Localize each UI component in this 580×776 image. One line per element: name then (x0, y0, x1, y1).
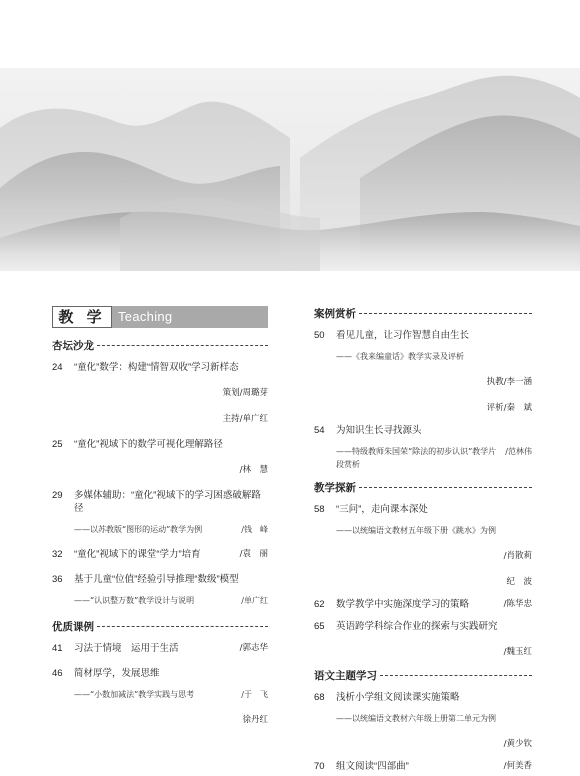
article-author: 纪 波 (506, 577, 532, 587)
page-number: 32 (52, 549, 63, 560)
toc-entry-row (314, 424, 532, 437)
toc-entry-row (314, 620, 532, 633)
article-author: /袁 丽 (239, 549, 268, 559)
page-number: 62 (314, 599, 325, 610)
column-tag-cn: 教 学 (52, 306, 112, 328)
article-title[interactable]: 看见儿童，让习作智慧自由生长 (336, 330, 470, 341)
section-title: 案例赏析 (314, 308, 356, 320)
section-title: 语文主题学习 (314, 670, 377, 682)
page-number: 29 (52, 490, 63, 501)
toc-entry-row (314, 598, 532, 611)
page-number: 54 (314, 425, 325, 436)
article-author: 执教/李一涵 (486, 377, 532, 387)
mountain-landscape-image (0, 68, 580, 271)
toc-entry[interactable] (52, 642, 268, 655)
article-subtitle: ——以统编语文教材五年级下册《跳水》为例 (336, 526, 496, 535)
toc-entry-row (52, 548, 268, 561)
toc-entry-row (52, 489, 268, 515)
page-number: 58 (314, 504, 325, 515)
article-subtitle: ——以统编语文教材六年级上册第二单元为例 (336, 714, 496, 723)
article-subtitle: ——“认识整万数”教学设计与说明 (74, 596, 195, 605)
toc-entry[interactable] (314, 329, 532, 415)
toc-entry[interactable] (314, 620, 532, 659)
toc-entry-row (52, 642, 268, 655)
article-title[interactable]: “三问”，走向课本深处 (336, 504, 428, 515)
article-author: /郭志华 (239, 643, 268, 653)
section-dash-rule (380, 675, 532, 676)
toc-entry-row (52, 438, 268, 451)
toc-entry-row (314, 503, 532, 516)
article-subtitle-row (314, 524, 532, 537)
article-subtitle: ——《我来编童话》教学实录及评析 (336, 352, 464, 361)
page-number: 70 (314, 761, 325, 772)
article-author: 主持/单广红 (222, 414, 268, 424)
toc-entry[interactable] (52, 438, 268, 477)
toc-entry-row (52, 573, 268, 586)
article-subtitle-row (314, 712, 532, 725)
toc-entry[interactable] (314, 503, 532, 589)
toc-left-column (52, 306, 268, 727)
article-author: 策划/周璐芽 (222, 388, 268, 398)
toc-entry[interactable] (52, 573, 268, 607)
article-author: /陈华忠 (503, 599, 532, 609)
article-title[interactable]: 简材厚学，发展思维 (74, 668, 160, 679)
article-title[interactable]: 组文阅读“四部曲” (336, 761, 409, 772)
article-author: /魏玉红 (503, 647, 532, 657)
article-author: /林 慧 (239, 465, 268, 475)
toc-entry[interactable] (314, 424, 532, 471)
article-author: /钱 峰 (241, 525, 268, 534)
toc-entry[interactable] (314, 598, 532, 611)
article-author: /黄少钦 (503, 739, 532, 749)
article-title[interactable]: 为知识生长寻找源头 (336, 425, 422, 436)
toc-right-list (314, 306, 532, 773)
section-heading (314, 668, 532, 683)
page-number: 50 (314, 330, 325, 341)
section-dash-rule (359, 313, 532, 314)
article-author: /单广红 (241, 596, 268, 605)
article-title[interactable]: “童化”视域下的课堂“学力”培育 (74, 549, 201, 560)
article-author: /于 飞 (241, 690, 268, 699)
article-title[interactable]: 浅析小学组文阅读课实施策略 (336, 692, 460, 703)
article-title[interactable]: 英语跨学科综合作业的探索与实践研究 (336, 621, 498, 632)
toc-left-list (52, 338, 268, 727)
section-dash-rule (97, 626, 268, 627)
article-subtitle-row (52, 594, 268, 607)
page-number: 68 (314, 692, 325, 703)
page-number: 36 (52, 574, 63, 585)
toc-entry[interactable] (314, 691, 532, 751)
column-tag-en: Teaching (118, 309, 173, 324)
section-dash-rule (97, 345, 268, 346)
toc-entry-row (52, 361, 268, 374)
article-author: 评析/秦 斌 (486, 403, 532, 413)
section-heading (52, 338, 268, 353)
toc-entry[interactable] (314, 760, 532, 773)
article-title[interactable]: 习法于情境 运用于生活 (74, 643, 179, 654)
toc-right-column (314, 306, 532, 773)
page-number: 41 (52, 643, 63, 654)
section-title: 教学探新 (314, 482, 356, 494)
page-number: 24 (52, 362, 63, 373)
toc-entry-row (314, 760, 532, 773)
article-author: /何美香 (503, 761, 532, 771)
article-title[interactable]: 基于儿童“位值”经验引导推理“数级”模型 (74, 574, 239, 585)
article-subtitle-row (52, 523, 268, 536)
section-title: 杏坛沙龙 (52, 340, 94, 352)
article-subtitle: ——“小数加减法”教学实践与思考 (74, 690, 195, 699)
article-title[interactable]: 多媒体辅助：“童化”视域下的学习困惑破解路径 (74, 490, 261, 514)
article-title[interactable]: 数学教学中实施深度学习的策略 (336, 599, 470, 610)
toc-entry-row (314, 691, 532, 704)
article-author: /范林伟 (505, 447, 532, 456)
toc-entry[interactable] (52, 489, 268, 536)
article-author: /肖散莉 (503, 551, 532, 561)
article-subtitle: ——以苏教版“图形的运动”教学为例 (74, 525, 203, 534)
article-subtitle-row (314, 350, 532, 363)
toc-entry-row (314, 329, 532, 342)
article-author: 徐丹红 (242, 715, 268, 725)
article-title[interactable]: “童化”视域下的数学可视化理解路径 (74, 439, 223, 450)
section-heading (52, 619, 268, 634)
section-heading (314, 480, 532, 495)
article-subtitle-row (314, 445, 532, 471)
section-title: 优质课例 (52, 621, 94, 633)
toc-entry-row (52, 667, 268, 680)
page-number: 46 (52, 668, 63, 679)
article-subtitle-row (52, 688, 268, 701)
article-subtitle: ——特级教师朱国荣“除法的初步认识”教学片段赏析 (336, 447, 497, 469)
column-tag-bar (52, 306, 268, 328)
section-heading (314, 306, 532, 321)
ink-landscape-banner (0, 68, 580, 271)
toc-entry[interactable] (52, 548, 268, 561)
toc-entry[interactable] (52, 361, 268, 426)
top-margin (0, 0, 580, 68)
toc-entry[interactable] (52, 667, 268, 727)
article-title[interactable]: “童化”数学：构建“情智双收”学习新样态 (74, 362, 239, 373)
page-number: 65 (314, 621, 325, 632)
section-dash-rule (359, 487, 532, 488)
page-number: 25 (52, 439, 63, 450)
